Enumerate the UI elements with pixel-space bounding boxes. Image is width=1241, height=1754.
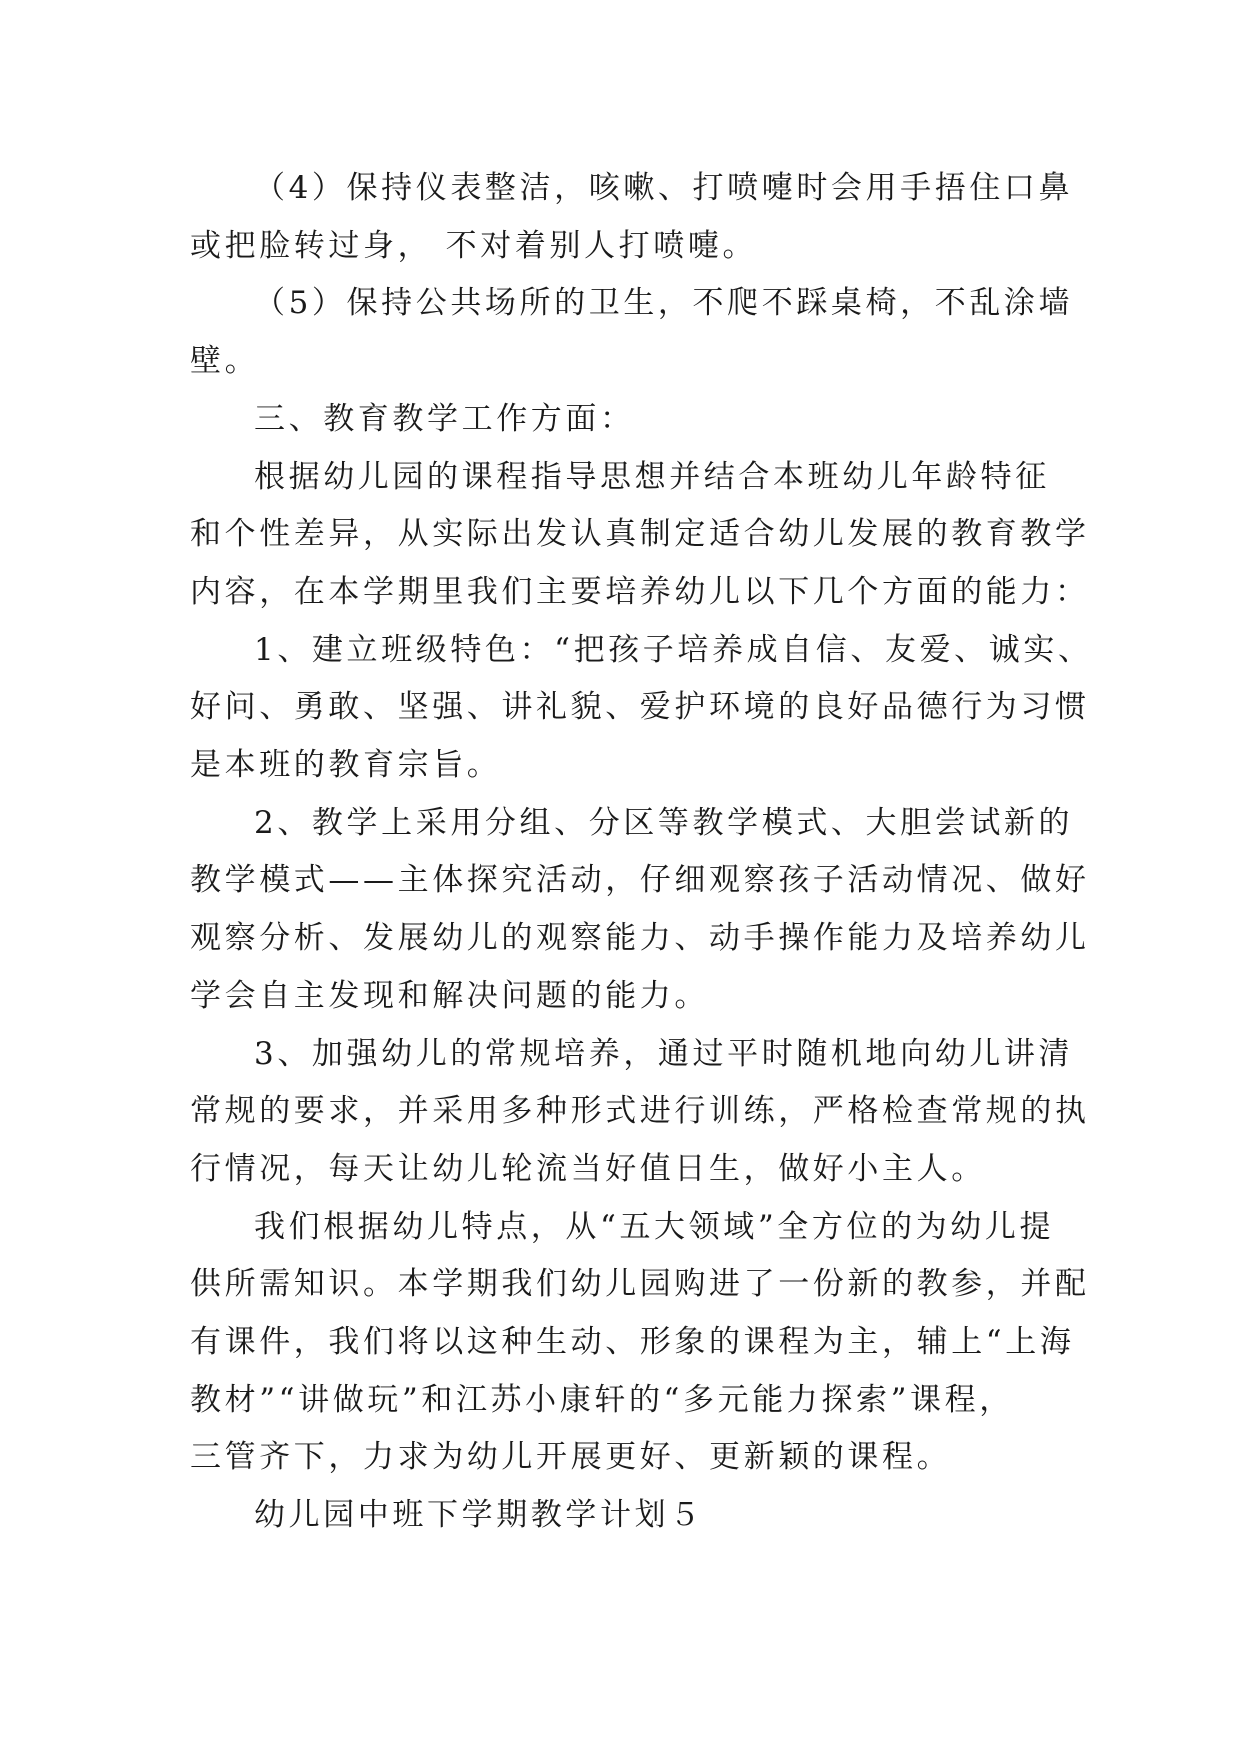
text-line: 行情况，每天让幼儿轮流当好值日生，做好小主人。	[190, 1150, 986, 1187]
text-line: 和个性差异，从实际出发认真制定适合幼儿发展的教育教学	[190, 516, 1090, 553]
text-line: 我们根据幼儿特点，从“五大领域”全方位的为幼儿提	[254, 1208, 1055, 1245]
text-line: 或把脸转过身， 不对着别人打喷嚏。	[190, 227, 758, 264]
text-line: 三、教育教学工作方面：	[254, 400, 635, 437]
text-line: 三管齐下，力求为幼儿开展更好、更新颖的课程。	[190, 1439, 952, 1476]
text-line: 壁。	[190, 343, 260, 380]
paragraph-item-2	[190, 795, 1090, 1026]
text-line: 有课件，我们将以这种生动、形象的课程为主，辅上“上海	[190, 1324, 1075, 1361]
text-line: （4）保持仪表整洁，咳嗽、打喷嚏时会用手捂住口鼻	[254, 170, 1074, 206]
text-line: 3、加强幼儿的常规培养，通过平时随机地向幼儿讲清	[254, 1035, 1074, 1072]
text-line: 幼儿园中班下学期教学计划５	[254, 1497, 704, 1534]
paragraph-hygiene-4	[190, 160, 1074, 275]
text-line: 教材”“讲做玩”和江苏小康轩的“多元能力探索”课程，	[190, 1381, 1014, 1418]
paragraph-curriculum-intro	[190, 449, 1090, 622]
paragraph-five-domains	[190, 1199, 1090, 1488]
text-line: 观察分析、发展幼儿的观察能力、动手操作能力及培养幼儿	[190, 920, 1090, 957]
text-line: 1、建立班级特色：“把孩子培养成自信、友爱、诚实、	[254, 631, 1093, 668]
text-line: 好问、勇敢、坚强、讲礼貌、爱护环境的良好品德行为习惯	[190, 689, 1090, 726]
text-line: 常规的要求，并采用多种形式进行训练，严格检查常规的执	[190, 1093, 1090, 1130]
text-line: 根据幼儿园的课程指导思想并结合本班幼儿年龄特征	[254, 458, 1050, 495]
paragraph-item-1	[190, 622, 1093, 795]
section-heading	[190, 391, 1060, 449]
text-line: 内容，在本学期里我们主要培养幼儿以下几个方面的能力：	[190, 573, 1090, 610]
text-line: 2、教学上采用分组、分区等教学模式、大胆尝试新的	[254, 804, 1074, 841]
document-body	[190, 160, 1093, 1545]
paragraph-item-3	[190, 1026, 1090, 1199]
text-line: 是本班的教育宗旨。	[190, 747, 502, 784]
next-section-title	[190, 1487, 1060, 1545]
text-line: （5）保持公共场所的卫生，不爬不踩桌椅，不乱涂墙	[254, 285, 1074, 322]
text-line: 供所需知识。本学期我们幼儿园购进了一份新的教参，并配	[190, 1266, 1090, 1303]
text-line: 教学模式——主体探究活动，仔细观察孩子活动情况、做好	[190, 862, 1090, 899]
text-line: 学会自主发现和解决问题的能力。	[190, 977, 709, 1014]
paragraph-hygiene-5	[190, 275, 1074, 390]
